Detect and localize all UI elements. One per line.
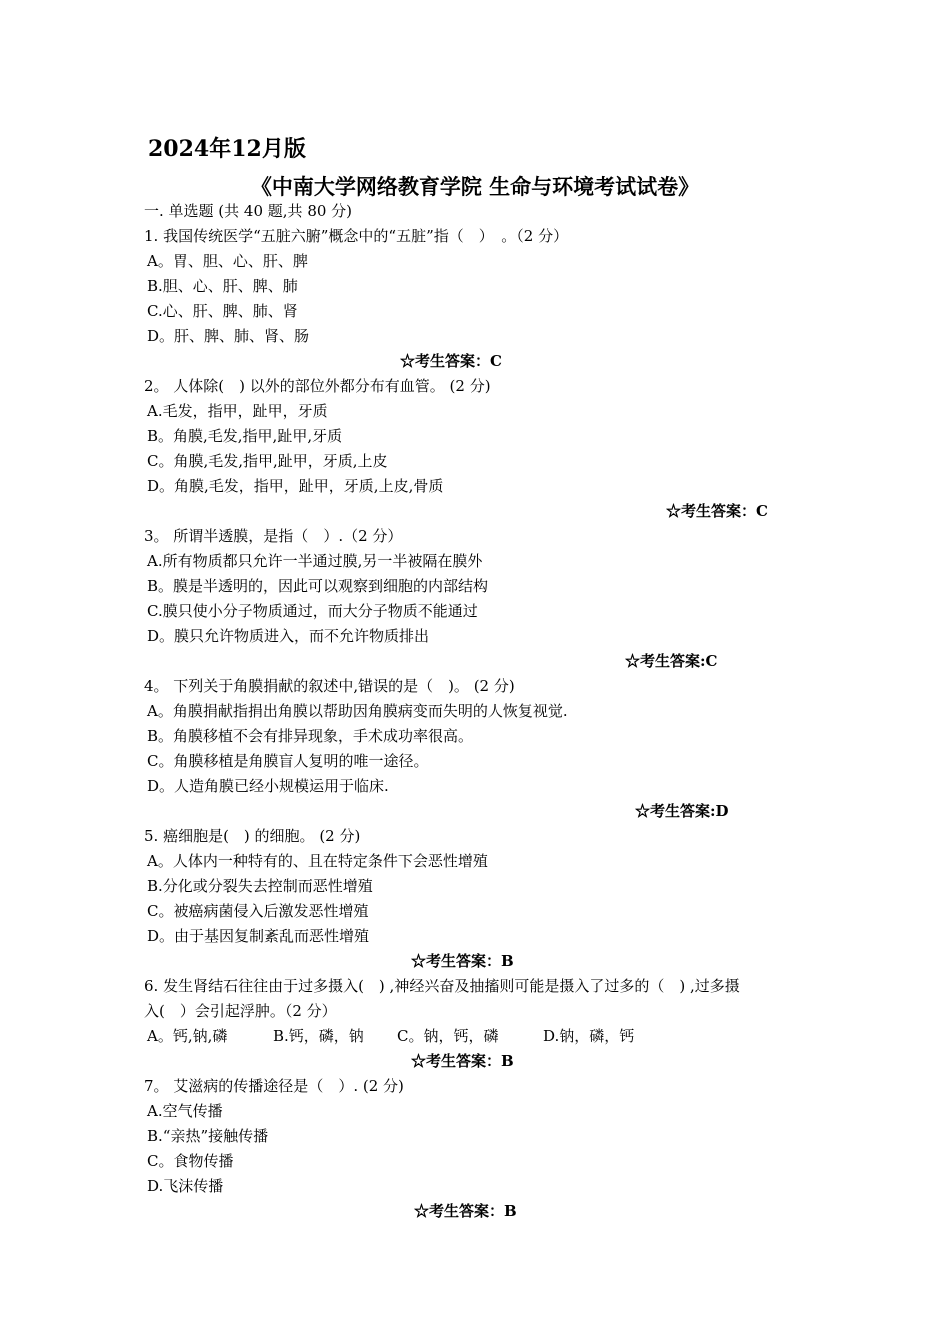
question-4 — [144, 674, 814, 824]
answer-line: ☆考生答案：C — [666, 502, 768, 520]
option-d: D。人造角膜已经小规模运用于临床. — [147, 777, 389, 795]
section-heading: 一. 单选题 (共 40 题,共 80 分) — [144, 202, 353, 220]
question-7 — [144, 1074, 814, 1224]
option-c: C。角膜移植是角膜盲人复明的唯一途径。 — [147, 752, 429, 770]
question-5 — [144, 824, 814, 974]
option-d: D.钠，磷，钙 — [543, 1027, 635, 1045]
option-a: A。胃、胆、心、肝、脾 — [147, 252, 308, 270]
question-stem: 2。 人体除( ) 以外的部位外都分布有血管。 (2 分) — [144, 377, 491, 395]
question-stem: 7。 艾滋病的传播途径是（ ）. (2 分) — [144, 1077, 404, 1095]
question-1 — [144, 224, 814, 374]
answer-line: ☆考生答案：C — [400, 352, 502, 370]
option-a: A。角膜捐献指捐出角膜以帮助因角膜病变而失明的人恢复视觉. — [147, 702, 568, 720]
option-c: C.心、肝、脾、肺、肾 — [147, 302, 298, 320]
question-2 — [144, 374, 814, 524]
answer-line: ☆考生答案:D — [635, 802, 729, 820]
exam-body — [144, 199, 814, 1224]
option-a: A。钙,钠,磷 — [147, 1027, 228, 1045]
question-stem-line-1: 6. 发生肾结石往往由于过多摄入( ) ,神经兴奋及抽搐则可能是摄入了过多的（ ) ,过多摄 — [144, 977, 740, 995]
question-stem-line-2: 入( ）会引起浮肿。（2 分） — [144, 1002, 337, 1020]
question-stem: 5. 癌细胞是( ) 的细胞。 (2 分) — [144, 827, 361, 845]
option-a: A.毛发，指甲，趾甲，牙质 — [147, 402, 328, 420]
option-b: B.“亲热”接触传播 — [147, 1127, 269, 1145]
question-stem: 1. 我国传统医学“五脏六腑”概念中的“五脏”指（ ） 。（2 分） — [144, 227, 569, 245]
option-d: D.飞沫传播 — [147, 1177, 224, 1195]
option-d: D。由于基因复制紊乱而恶性增殖 — [147, 927, 370, 945]
option-row — [144, 1024, 814, 1049]
option-b: B。角膜移植不会有排异现象，手术成功率很高。 — [147, 727, 474, 745]
question-3 — [144, 524, 814, 674]
answer-line: ☆考生答案：B — [411, 952, 514, 970]
question-stem: 4。 下列关于角膜捐献的叙述中,错误的是（ )。 (2 分) — [144, 677, 515, 695]
option-b: B.分化或分裂失去控制而恶性增殖 — [147, 877, 373, 895]
option-b: B.胆、心、肝、脾、肺 — [147, 277, 298, 295]
option-d: D。肝、脾、肺、肾、肠 — [147, 327, 310, 345]
option-b: B。膜是半透明的，因此可以观察到细胞的内部结构 — [147, 577, 489, 595]
option-b: B。角膜,毛发,指甲,趾甲,牙质 — [147, 427, 343, 445]
answer-line: ☆考生答案：B — [411, 1052, 514, 1070]
option-d: D。角膜,毛发，指甲，趾甲，牙质,上皮,骨质 — [147, 477, 444, 495]
option-a: A.所有物质都只允许一半通过膜,另一半被隔在膜外 — [147, 552, 483, 570]
option-b: B.钙，磷，钠 — [273, 1027, 364, 1045]
exam-title: 《中南大学网络教育学院 生命与环境考试试卷》 — [250, 174, 700, 199]
question-6 — [144, 974, 814, 1074]
option-d: D。膜只允许物质进入，而不允许物质排出 — [147, 627, 430, 645]
option-a: A.空气传播 — [147, 1102, 223, 1120]
option-c: C。角膜,毛发,指甲,趾甲，牙质,上皮 — [147, 452, 388, 470]
option-c: C。食物传播 — [147, 1152, 234, 1170]
question-stem: 3。 所谓半透膜，是指（ ）.（2 分） — [144, 527, 403, 545]
answer-line: ☆考生答案:C — [625, 652, 718, 670]
option-c: C。钠，钙，磷 — [397, 1027, 499, 1045]
answer-line: ☆考生答案：B — [414, 1202, 517, 1220]
option-c: C。被癌病菌侵入后激发恶性增殖 — [147, 902, 369, 920]
option-a: A。人体内一种特有的、且在特定条件下会恶性增殖 — [147, 852, 488, 870]
edition-label: 2024年12月版 — [148, 136, 306, 162]
option-c: C.膜只使小分子物质通过，而大分子物质不能通过 — [147, 602, 478, 620]
